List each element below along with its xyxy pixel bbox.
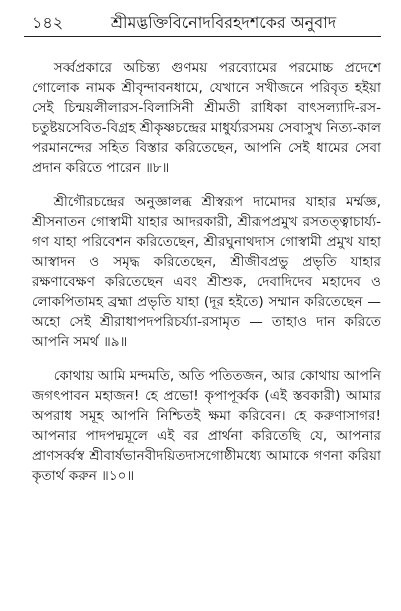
paragraph-text: কোথায় আমি মন্দমতি, অতি পতিতজন, আর কোথায় আপনি জগৎপাবন মহাজন! হে প্রভো! কৃপাপূর্ব্বক (এই স্তবকারী) আমার অপরাধ সমূহ আপনি নিশ্চিতই ক্ষমা করিবেন। হে করুণাসাগর! আপনার পাদপদ্মমূলে এই বর প্রার্থনা করিতেছি যে, আপনার প্রাণসর্ব্বস্ব শ্রীবার্ষভানবীদয়িতদাসগোষ্ঠীমধ্যে আমাকে গণনা করিয়া কৃতার্থ করুন <box>32 368 381 484</box>
header-rule <box>24 36 381 37</box>
paragraph-verse-8 <box>32 58 381 178</box>
paragraph-verse-10 <box>32 366 381 486</box>
running-title: শ্রীমদ্ভক্তিবিনোদবিরহদশকের অনুবাদ <box>110 13 337 32</box>
verse-number-mark: ॥৮॥ <box>145 160 170 176</box>
paragraph-verse-9 <box>32 192 381 352</box>
paragraph-text: শ্রীগৌরচন্দ্রের অনুজ্ঞালব্ধ শ্রীস্বরূপ দামোদর যাহার মর্ম্মজ্ঞ, শ্রীসনাতন গোস্বামী যাহার আদরকারী, শ্রীরূপপ্রমুখ রসতত্ত্বাচার্য্য-গণ যাহা পরিবেশন করিতেছেন, শ্রীরঘুনাথদাস গোস্বামী প্রমুখ যাহা আস্বাদন ও সমৃদ্ধ করিতেছেন, শ্রীজীবপ্রভু প্রভৃতি যাহার রক্ষণাবেক্ষণ করিতেছেন এবং শ্রীশুক, দেবাদিদেব মহাদেব ও লোকপিতামহ ব্রহ্মা প্রভৃতি যাহা (দূর হইতে) সম্মান করিতেছেন — অহো সেই শ্রীরাধাপদপরিচর্য্যা-রসামৃত — তাহাও দান করিতে আপনি সমর্থ <box>32 194 381 350</box>
paragraph-text: সর্ব্বপ্রকারে অচিন্ত্য গুণময় পরব্যোমের পরমোচ্চ প্রদেশে গোলোক নামক শ্রীবৃন্দাবনধামে, যেখানে সখীজনে পরিবৃত হইয়া সেই চিন্ময়লীলারস-বিলাসিনী শ্রীমতী রাধিকা বাৎসল্যাদি-রস-চতুষ্টয়সেবিত-বিগ্রহ শ্রীকৃষ্ণচন্দ্রের মাধুর্য্যরসময় সেবাসুখ নিত্য-কাল পরমানন্দের সহিত বিস্তার করিতেছেন, আপনি সেই ধামের সেবা প্রদান করিতে পারেন <box>32 60 381 176</box>
page-number: ১৪২ <box>32 13 64 32</box>
verse-number-mark: ॥৯॥ <box>103 334 128 350</box>
verse-number-mark: ॥১০॥ <box>101 468 135 484</box>
page-header <box>32 10 379 36</box>
body-text <box>32 58 381 500</box>
